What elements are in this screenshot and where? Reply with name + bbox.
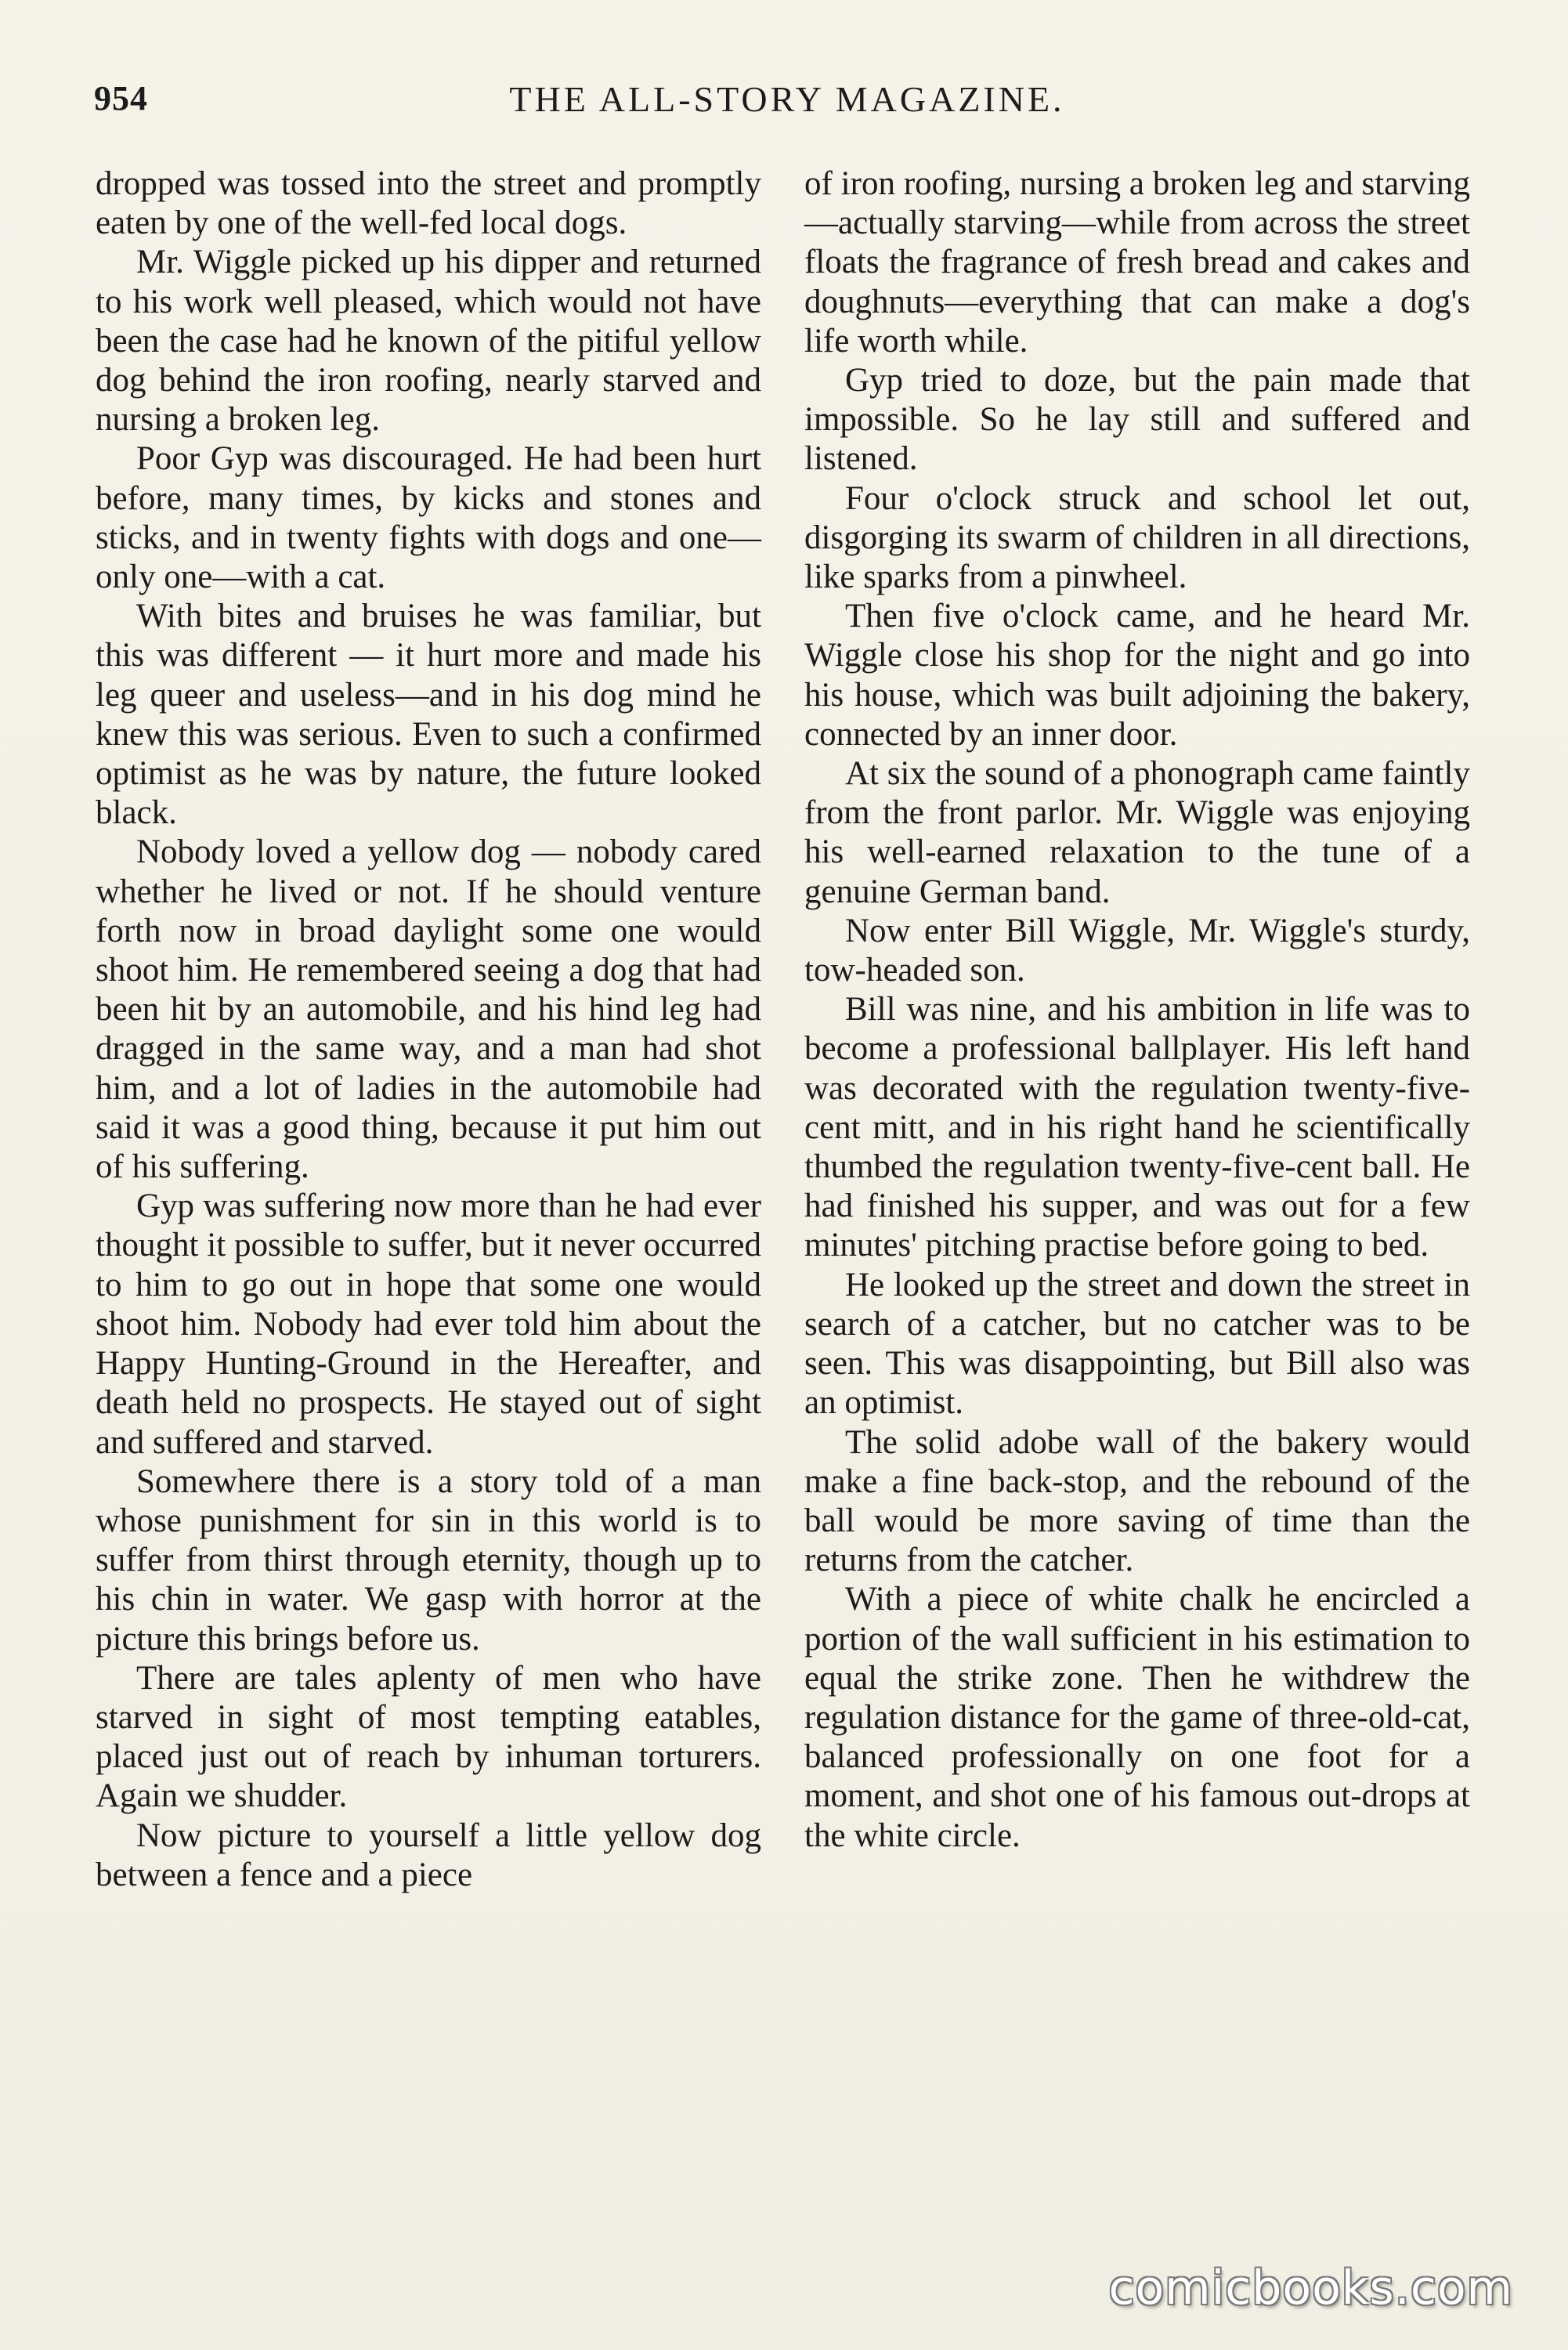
paragraph: Then five o'clock came, and he heard Mr. Wiggle close his shop for the night and go into his house, which was built adjoining the bakery, connected by an inner door.: [804, 598, 1470, 753]
paragraph: Gyp tried to doze, but the pain made that impossible. So he lay still and suffered and listened.: [804, 362, 1470, 478]
paragraph: Now picture to yourself a little yellow dog between a fence and a piece: [96, 1817, 761, 1893]
page-header: [94, 78, 1480, 133]
paragraph: Somewhere there is a story told of a man whose punishment for sin in this world is to suffer from thirst through eternity, though up to his chin in water. We gasp with horror at the picture this brings before us.: [96, 1462, 761, 1658]
paragraph: Now enter Bill Wiggle, Mr. Wiggle's sturdy, tow-headed son.: [804, 912, 1470, 989]
paragraph: Poor Gyp was discouraged. He had been hurt before, many times, by kicks and stones and sticks, and in twenty fights with dogs and one—only one—with a cat.: [96, 440, 761, 596]
paragraph: There are tales aplenty of men who have starved in sight of most tempting eatables, placed just out of reach by inhuman torturers. Again we shudder.: [96, 1659, 761, 1815]
watermark: comicbooks.com: [1108, 2261, 1513, 2316]
paragraph: He looked up the street and down the street in search of a catcher, but no catcher was to be seen. This was disappointing, but Bill also was an optimist.: [804, 1266, 1470, 1422]
paragraph: With a piece of white chalk he encircled a portion of the wall sufficient in his estimation to equal the strike zone. Then he withdrew the regulation distance for the game of three-old-cat, balanced professionally on one foot for a moment, and shot one of his famous out-drops at the white circle.: [804, 1581, 1470, 1854]
right-column: [804, 164, 1470, 1856]
paragraph: At six the sound of a phonograph came faintly from the front parlor. Mr. Wiggle was enjoying his well-earned relaxation to the tune of a genuine German band.: [804, 755, 1470, 910]
paragraph: dropped was tossed into the street and promptly eaten by one of the well-fed local dogs.: [96, 165, 761, 242]
page-number: 954: [94, 79, 148, 118]
left-column: [96, 164, 761, 1895]
paragraph: The solid adobe wall of the bakery would make a fine back-stop, and the rebound of the ball would be more saving of time than the returns from the catcher.: [804, 1423, 1470, 1579]
paragraph: of iron roofing, nursing a broken leg and starving—actually starving—while from across the street floats the fragrance of fresh bread and cakes and doughnuts—everything that can make a dog's life worth while.: [804, 165, 1470, 360]
paragraph: Mr. Wiggle picked up his dipper and returned to his work well pleased, which would not have been the case had he known of the pitiful yellow dog behind the iron roofing, nearly starved and nursing a broken leg.: [96, 244, 761, 439]
paragraph: With bites and bruises he was familiar, but this was different — it hurt more and made his leg queer and useless—and in his dog mind he knew this was serious. Even to such a confirmed optimist as he was by nature, the future looked black.: [96, 598, 761, 832]
paragraph: Four o'clock struck and school let out, disgorging its swarm of children in all directions, like sparks from a pinwheel.: [804, 479, 1470, 596]
paragraph: Nobody loved a yellow dog — nobody cared whether he lived or not. If he should venture forth now in broad daylight some one would shoot him. He remembered seeing a dog that had been hit by an automobile, and his hind leg had dragged in the same way, and a man had shot him, and a lot of ladies in the automobile had said it was a good thing, because it put him out of his suffering.: [96, 833, 761, 1186]
running-title: THE ALL-STORY MAGAZINE.: [509, 79, 1065, 119]
paragraph: Gyp was suffering now more than he had ever thought it possible to suffer, but it never occurred to him to go out in hope that some one would shoot him. Nobody had ever told him about the Happy Hunting-Ground in the Hereafter, and death held no prospects. He stayed out of sight and suffered and starved.: [96, 1188, 761, 1461]
paragraph: Bill was nine, and his ambition in life was to become a professional ballplayer. His left hand was decorated with the regulation twenty-five-cent mitt, and in his right hand he scientifically thumbed the regulation twenty-five-cent ball. He had finished his supper, and was out for a few minutes' pitching practise before going to bed.: [804, 991, 1470, 1264]
